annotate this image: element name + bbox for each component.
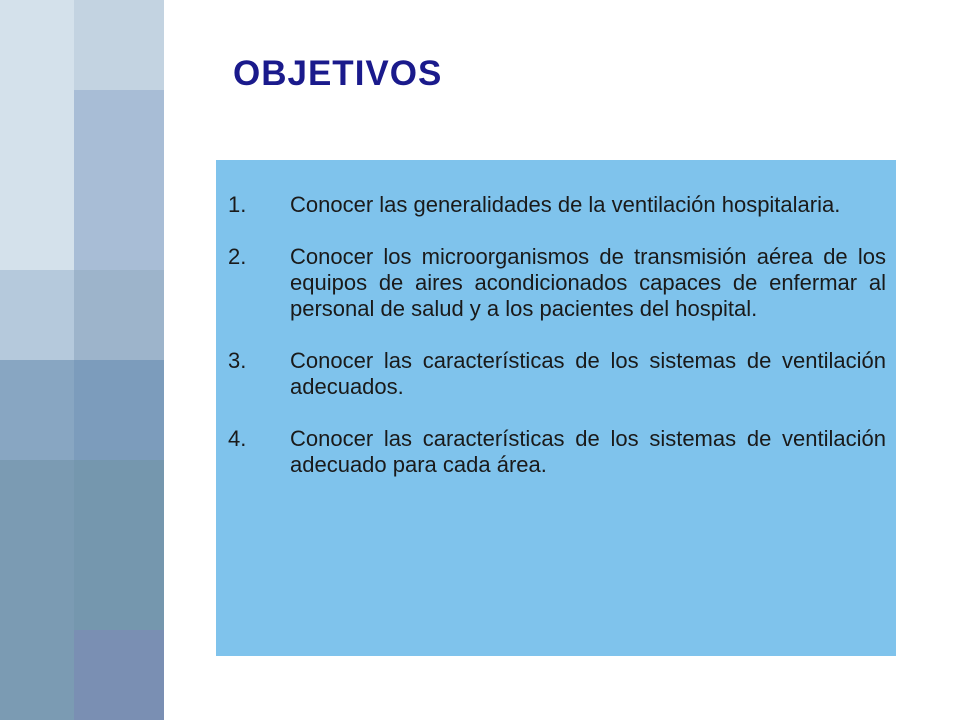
item-text: Conocer los microorganismos de transmisión aérea de los equipos de aires acondicionados capaces de enfermar al personal de salud y a los pacientes del hospital. bbox=[290, 244, 886, 321]
item-text: Conocer las características de los sistemas de ventilación adecuado para cada área. bbox=[290, 426, 886, 477]
item-number: 3. bbox=[228, 348, 247, 373]
list-item bbox=[228, 426, 886, 478]
mosaic-tile bbox=[74, 460, 164, 630]
mosaic-tile bbox=[74, 630, 164, 720]
item-number: 1. bbox=[228, 192, 247, 217]
item-number: 2. bbox=[228, 244, 247, 269]
mosaic-tile bbox=[74, 0, 164, 90]
mosaic-tile bbox=[74, 270, 164, 360]
item-text: Conocer las generalidades de la ventilación hospitalaria. bbox=[290, 192, 841, 217]
mosaic-tile bbox=[0, 460, 74, 720]
item-number: 4. bbox=[228, 426, 247, 451]
side-mosaic-decoration bbox=[0, 0, 164, 720]
mosaic-tile bbox=[74, 90, 164, 270]
objectives-list bbox=[228, 192, 886, 478]
list-item bbox=[228, 244, 886, 322]
mosaic-tile bbox=[0, 0, 74, 270]
slide-title: OBJETIVOS bbox=[233, 54, 443, 93]
item-text: Conocer las características de los sistemas de ventilación adecuados. bbox=[290, 348, 886, 399]
mosaic-tile bbox=[0, 270, 74, 360]
mosaic-tile bbox=[74, 360, 164, 460]
list-item bbox=[228, 192, 886, 218]
mosaic-tile bbox=[0, 360, 74, 460]
objectives-panel bbox=[216, 160, 896, 656]
list-item bbox=[228, 348, 886, 400]
